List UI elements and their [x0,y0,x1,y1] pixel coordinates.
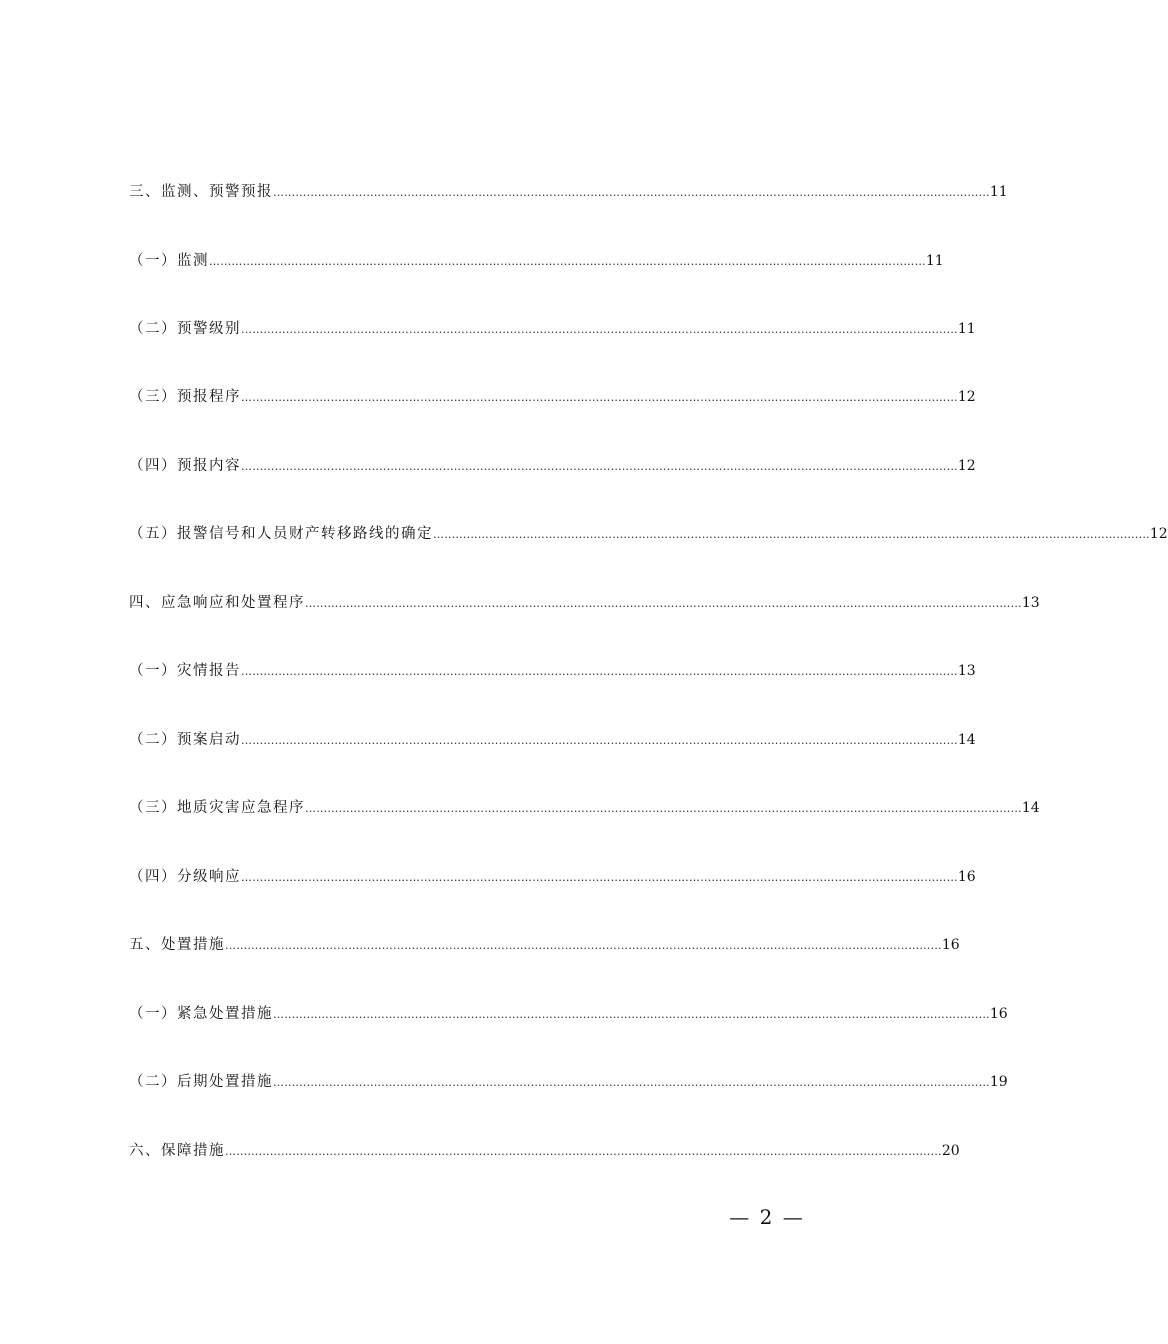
toc-entry-page: 11 [989,184,1008,200]
toc-entry-page: 13 [957,663,976,679]
toc-dot-leader: ………………………………………………………………………………………………………………………………………………………………………… [305,802,1022,815]
toc-entry-page: 13 [1021,595,1040,611]
toc-entry-label: （二）后期处置措施 [129,1074,273,1090]
toc-dot-leader: ………………………………………………………………………………………………………………………………………………………………………… [241,871,958,884]
toc-entry-label: 六、保障措施 [129,1143,225,1159]
toc-entry [129,1002,1008,1026]
toc-entry-label: （三）预报程序 [129,389,241,405]
toc-dot-leader: ………………………………………………………………………………………………………………………………………………………………………… [433,528,1150,541]
toc-entry-page: 14 [957,732,976,748]
toc-entry-label: （一）紧急处置措施 [129,1006,273,1022]
toc-entry-label: （五）报警信号和人员财产转移路线的确定 [129,526,433,542]
toc-entry-label: 三、监测、预警预报 [129,184,273,200]
toc-entry [129,180,1008,204]
toc-entry-page: 16 [941,937,960,953]
toc-entry [129,522,1168,546]
toc-entry-label: （四）分级响应 [129,869,241,885]
toc-entry-label: （一）灾情报告 [129,663,241,679]
toc-entry-page: 11 [957,321,976,337]
toc-entry [129,249,944,273]
toc-entry [129,659,976,683]
toc-entry [129,1070,1008,1094]
toc-entry-page: 19 [989,1074,1008,1090]
toc-dot-leader: ………………………………………………………………………………………………………………………………………………………………………… [273,186,990,199]
toc-dot-leader: ………………………………………………………………………………………………………………………………………………………………………… [241,323,958,336]
toc-entry-page: 14 [1021,800,1040,816]
toc-entry [129,933,960,957]
toc-entry-label: （二）预警级别 [129,321,241,337]
toc-dot-leader: ………………………………………………………………………………………………………………………………………………………………………… [225,939,942,952]
toc-entry-label: 四、应急响应和处置程序 [129,595,305,611]
toc-entry-page: 16 [989,1006,1008,1022]
toc-entry-page: 12 [1149,526,1168,542]
toc-entry [129,385,976,409]
toc-dot-leader: ………………………………………………………………………………………………………………………………………………………………………… [241,665,958,678]
toc-dot-leader: ………………………………………………………………………………………………………………………………………………………………………… [241,391,958,404]
toc-entry [129,865,976,889]
toc-entry-page: 16 [957,869,976,885]
toc-entry [129,591,1040,615]
page-number: — 2 — [729,1205,805,1229]
toc-entry-label: 五、处置措施 [129,937,225,953]
toc-entry-page: 20 [941,1143,960,1159]
toc-entry [129,796,1040,820]
toc-entry-label: （三）地质灾害应急程序 [129,800,305,816]
toc-entry [129,1139,960,1163]
toc-dot-leader: ………………………………………………………………………………………………………………………………………………………………………… [273,1008,990,1021]
toc-entry-label: （二）预案启动 [129,732,241,748]
toc-dot-leader: ………………………………………………………………………………………………………………………………………………………………………… [225,1145,942,1158]
toc-entry [129,317,976,341]
toc-entry-page: 11 [925,253,944,269]
toc-entry [129,728,976,752]
toc-dot-leader: ………………………………………………………………………………………………………………………………………………………………………… [241,734,958,747]
toc-entry-page: 12 [957,389,976,405]
toc-dot-leader: ………………………………………………………………………………………………………………………………………………………………………… [273,1076,990,1089]
toc-dot-leader: ………………………………………………………………………………………………………………………………………………………………………… [209,255,926,268]
toc-entry-label: （四）预报内容 [129,458,241,474]
toc-entry [129,454,976,478]
toc-dot-leader: ………………………………………………………………………………………………………………………………………………………………………… [305,597,1022,610]
toc-entry-page: 12 [957,458,976,474]
toc-entry-label: （一）监测 [129,253,209,269]
toc-dot-leader: ………………………………………………………………………………………………………………………………………………………………………… [241,460,958,473]
